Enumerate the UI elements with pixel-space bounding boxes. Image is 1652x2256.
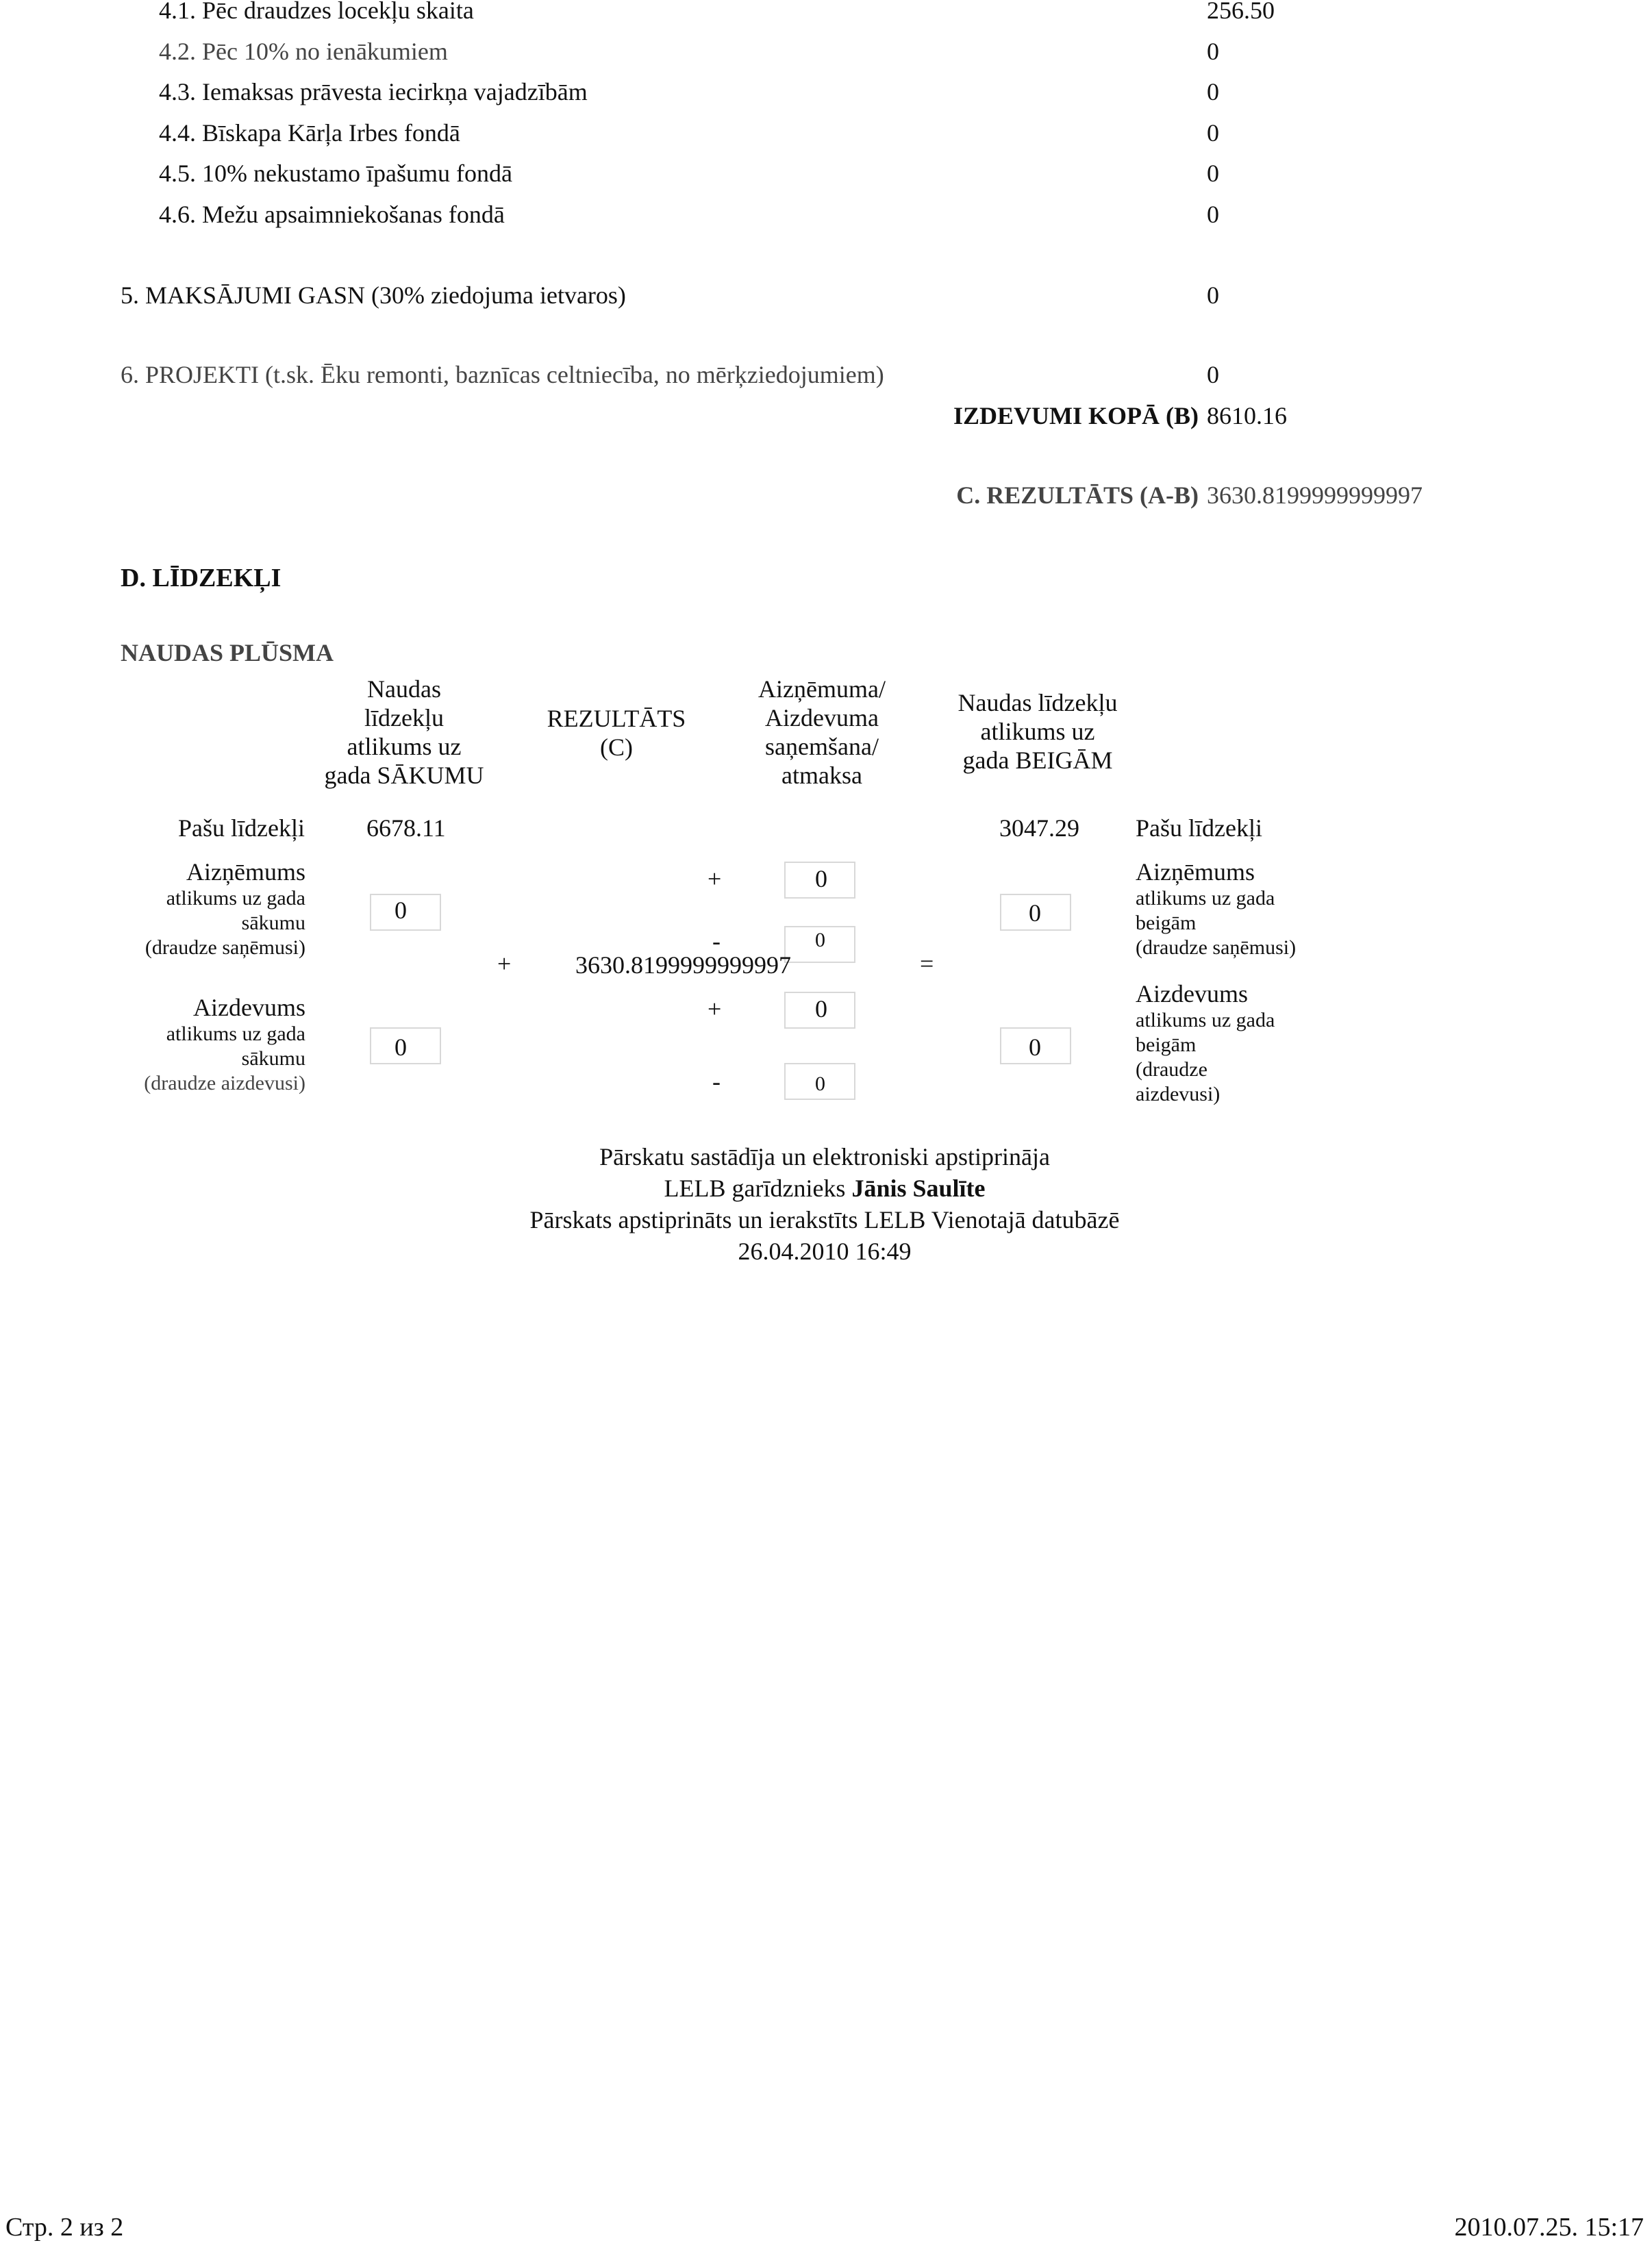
- print-timestamp: 2010.07.25. 15:17: [1454, 2213, 1644, 2242]
- page-number: Стр. 2 из 2: [5, 2213, 124, 2242]
- result-label: C. REZULTĀTS (A-B): [956, 481, 1199, 509]
- lending-label-right: Aizdevums atlikums uz gada beigām (draudze aizdevusi): [1136, 980, 1275, 1105]
- lending-minus-sign: -: [712, 1068, 721, 1095]
- item-value: 0: [1207, 38, 1219, 65]
- section5-value: 0: [1207, 281, 1219, 309]
- lending-plus-sign: +: [708, 995, 722, 1023]
- borrowing-minus: 0: [815, 929, 825, 951]
- section6-value: 0: [1207, 361, 1219, 388]
- borrowing-minus-sign: -: [712, 927, 721, 955]
- approver-name: Jānis Saulīte: [851, 1175, 986, 1202]
- borrowing-plus: 0: [815, 865, 827, 892]
- result-value: 3630.8199999999997: [1207, 481, 1423, 509]
- lending-end: 0: [1029, 1033, 1041, 1061]
- lending-label-left: Aizdevums atlikums uz gada sākumu (draudze aizdevusi): [144, 994, 305, 1094]
- own-funds-start: 6678.11: [366, 814, 446, 842]
- approval-line-3: Pārskats apstiprināts un ierakstīts LELB Vienotajā datubāzē: [529, 1206, 1120, 1233]
- approval-line-2: [342, 1174, 1307, 1203]
- section5-label: 5. MAKSĀJUMI GASN (30% ziedojuma ietvaros): [121, 281, 626, 309]
- item-value: 0: [1207, 160, 1219, 187]
- own-funds-end: 3047.29: [999, 814, 1079, 842]
- borrowing-plus-sign: +: [708, 865, 722, 892]
- col-header-start: Naudas līdzekļu atlikums uz gada SĀKUMU: [324, 675, 484, 789]
- item-value: 0: [1207, 78, 1219, 105]
- cashflow-heading: NAUDAS PLŪSMA: [121, 639, 334, 666]
- col-header-result: REZULTĀTS (C): [547, 705, 686, 761]
- borrowing-start: 0: [395, 897, 407, 924]
- borrowing-label-right: Aizņēmums atlikums uz gada beigām (draudze saņēmusi): [1136, 858, 1297, 959]
- item-label: 4.1. Pēc draudzes locekļu skaita: [159, 0, 474, 24]
- section-d-heading: D. LĪDZEKĻI: [121, 564, 281, 592]
- borrowing-label-left: Aizņēmums atlikums uz gada sākumu (draudze saņēmusi): [145, 858, 305, 959]
- own-funds-label-left: Pašu līdzekļi: [178, 814, 305, 842]
- item-label: 4.5. 10% nekustamo īpašumu fondā: [159, 160, 512, 187]
- item-label: 4.2. Pēc 10% no ienākumiem: [159, 38, 448, 65]
- section6-label: 6. PROJEKTI (t.sk. Ēku remonti, baznīcas celtniecība, no mērķziedojumiem): [121, 361, 884, 388]
- col-header-loan: Aizņēmuma/ Aizdevuma saņemšana/ atmaksa: [758, 675, 886, 789]
- equals-sign: =: [920, 950, 934, 977]
- borrowing-end: 0: [1029, 899, 1041, 927]
- item-value: 0: [1207, 201, 1219, 228]
- item-label: 4.6. Mežu apsaimniekošanas fondā: [159, 201, 505, 228]
- item-value: 0: [1207, 119, 1219, 147]
- item-value: 256.50: [1207, 0, 1275, 24]
- own-funds-label-right: Pašu līdzekļi: [1136, 814, 1262, 842]
- approval-timestamp: 26.04.2010 16:49: [738, 1238, 912, 1265]
- result-flow-value: 3630.8199999999997: [575, 951, 791, 979]
- lending-plus: 0: [815, 995, 827, 1023]
- item-label: 4.4. Bīskapa Kārļa Irbes fondā: [159, 119, 460, 147]
- approval-line-1: Pārskatu sastādīja un elektroniski apstiprināja: [599, 1143, 1050, 1170]
- total-expenses-value: 8610.16: [1207, 402, 1287, 429]
- item-label: 4.3. Iemaksas prāvesta iecirkņa vajadzībām: [159, 78, 588, 105]
- total-expenses-label: IZDEVUMI KOPĀ (B): [953, 402, 1199, 429]
- lending-start: 0: [395, 1033, 407, 1061]
- approval-prefix: LELB garīdznieks: [664, 1175, 846, 1202]
- lending-minus: 0: [815, 1073, 825, 1095]
- result-plus-sign: +: [497, 950, 512, 977]
- col-header-end: Naudas līdzekļu atlikums uz gada BEIGĀM: [958, 689, 1118, 774]
